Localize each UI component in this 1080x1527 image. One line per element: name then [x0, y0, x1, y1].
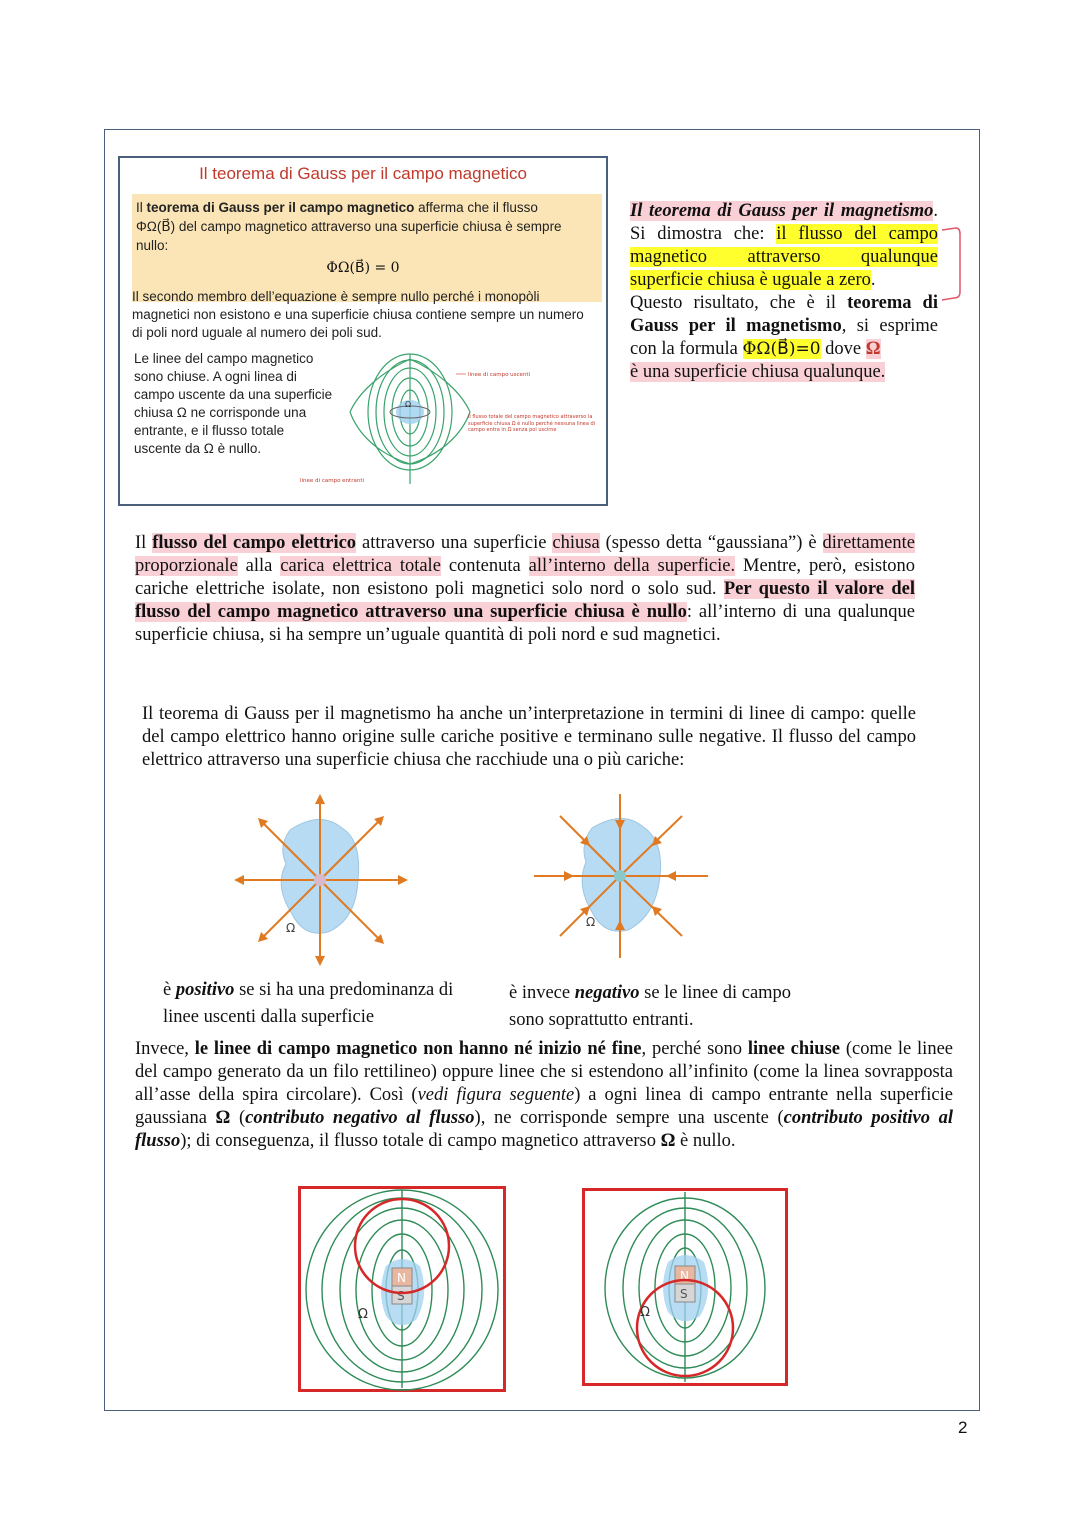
omega-label: Ω: [405, 400, 412, 409]
omega-label: Ω: [358, 1307, 368, 1322]
definition-bold: teorema di Gauss per il campo magnetico: [146, 200, 415, 215]
second-member-note: Il secondo membro dell’equazione è sempre nullo perché i monopòli magnetici non esistono e una superficie chiusa contiene sempre un numero di poli nord uguale al numero dei poli sud.: [132, 289, 584, 340]
north-pole-label: N: [397, 1271, 406, 1285]
gauss-formula: ΦΩ(B⃗) = 0: [326, 260, 400, 276]
magnet-figure-bottom-surface: [582, 1188, 788, 1386]
magnet-field-diagram: [300, 354, 606, 494]
north-pole-label: N: [680, 1269, 689, 1283]
right-title: Il teorema di Gauss per il magnetismo: [630, 201, 934, 221]
paragraph-field-lines: Il teorema di Gauss per il magnetismo ha anche un’interpretazione in termini di linee di campo: quelle del campo elettrico hanno origine sulle cariche positive e terminano sulle negative. Il flusso del campo elettrico attraverso una superficie chiusa che racchiude una o più cariche:: [142, 704, 916, 770]
gauss-figure-box: [118, 156, 608, 506]
yellow-highlight: il flusso del campo magnetico attraverso qualunque superficie chiusa è uguale a zero: [630, 224, 938, 290]
omega-label: Ω: [640, 1305, 650, 1320]
margin-bracket: [940, 226, 962, 302]
right-text-block: Il teorema di Gauss per il magnetismo. Si dimostra che: il flusso del campo magnetico attraverso qualunque superficie chiusa è uguale a zero. Questo risultato, che è il teorema di Gauss per il magnetismo, si esprime con la formula ΦΩ(B⃗)=0 dove Ω è una superficie chiusa qualunque.: [630, 201, 938, 382]
label-total-flux-box: [468, 414, 598, 474]
paragraph-magnetic-lines: Invece, le linee di campo magnetico non hanno né inizio né fine, perché sono linee chiuse (come le linee del campo generato da un filo rettilineo) oppure linee che si estendono all’infinito (come la linea sovrapposta all’asse della spira circolare). Così (vedi figura seguente) a ogni linea di campo entrante nella superficie gaussiana Ω (contributo negativo al flusso), ne corrisponde sempre una uscente (contributo positivo al flusso); di conseguenza, il flusso totale di campo magnetico attraverso Ω è nullo.: [135, 1039, 953, 1151]
label-outgoing-lines: linee di campo uscenti: [468, 372, 531, 378]
label-incoming-lines: linee di campo entranti: [300, 478, 365, 484]
south-pole-label: S: [397, 1289, 405, 1303]
right-formula: ΦΩ(B⃗)=0: [742, 339, 821, 359]
magnet-figure-top-surface: [298, 1186, 506, 1392]
omega-label: Ω: [586, 915, 596, 929]
caption-positive: è positivo se si ha una predominanza di linee uscenti dalla superficie: [163, 980, 454, 1027]
positive-flux-figure: [230, 790, 410, 968]
page-number: 2: [958, 1418, 968, 1437]
negative-flux-figure: [512, 790, 732, 980]
omega-label: Ω: [286, 921, 296, 935]
gauss-box-title: Il teorema di Gauss per il campo magnetico: [199, 164, 527, 183]
caption-negative: è invece negativo se le linee di campo sono soprattutto entranti.: [509, 983, 792, 1030]
gauss-definition: Il teorema di Gauss per il campo magnetico afferma che il flusso ΦΩ(B⃗) del campo magnetico attraverso una superficie chiusa è sempre nullo:: [136, 200, 562, 253]
south-pole-label: S: [680, 1287, 688, 1301]
paragraph-electric-flux: Il flusso del campo elettrico attraverso una superficie chiusa (spesso detta “gaussiana”) è direttamente proporzionale alla carica elettrica totale contenuta all’interno della superficie. Mentre, però, esistono cariche elettriche isolate, non esistono poli magnetici solo nord o solo sud. Per questo il valore del flusso del campo magnetico attraverso una superficie chiusa è nullo: all’interno di una qualunque superficie chiusa, si ha sempre un’uguale quantità di poli nord e sud magnetici.: [135, 533, 916, 645]
closed-lines-note: Le linee del campo magnetico sono chiuse. A ogni linea di campo uscente da una superficie chiusa Ω ne corrisponde una entrante, e il flusso totale uscente da Ω è nullo.: [134, 351, 333, 456]
label-total-flux: il flusso totale del campo magnetico attraverso la superficie chiusa Ω è nullo perché nessuna linea di campo entra in Ω senza poi uscirne: [468, 414, 596, 433]
